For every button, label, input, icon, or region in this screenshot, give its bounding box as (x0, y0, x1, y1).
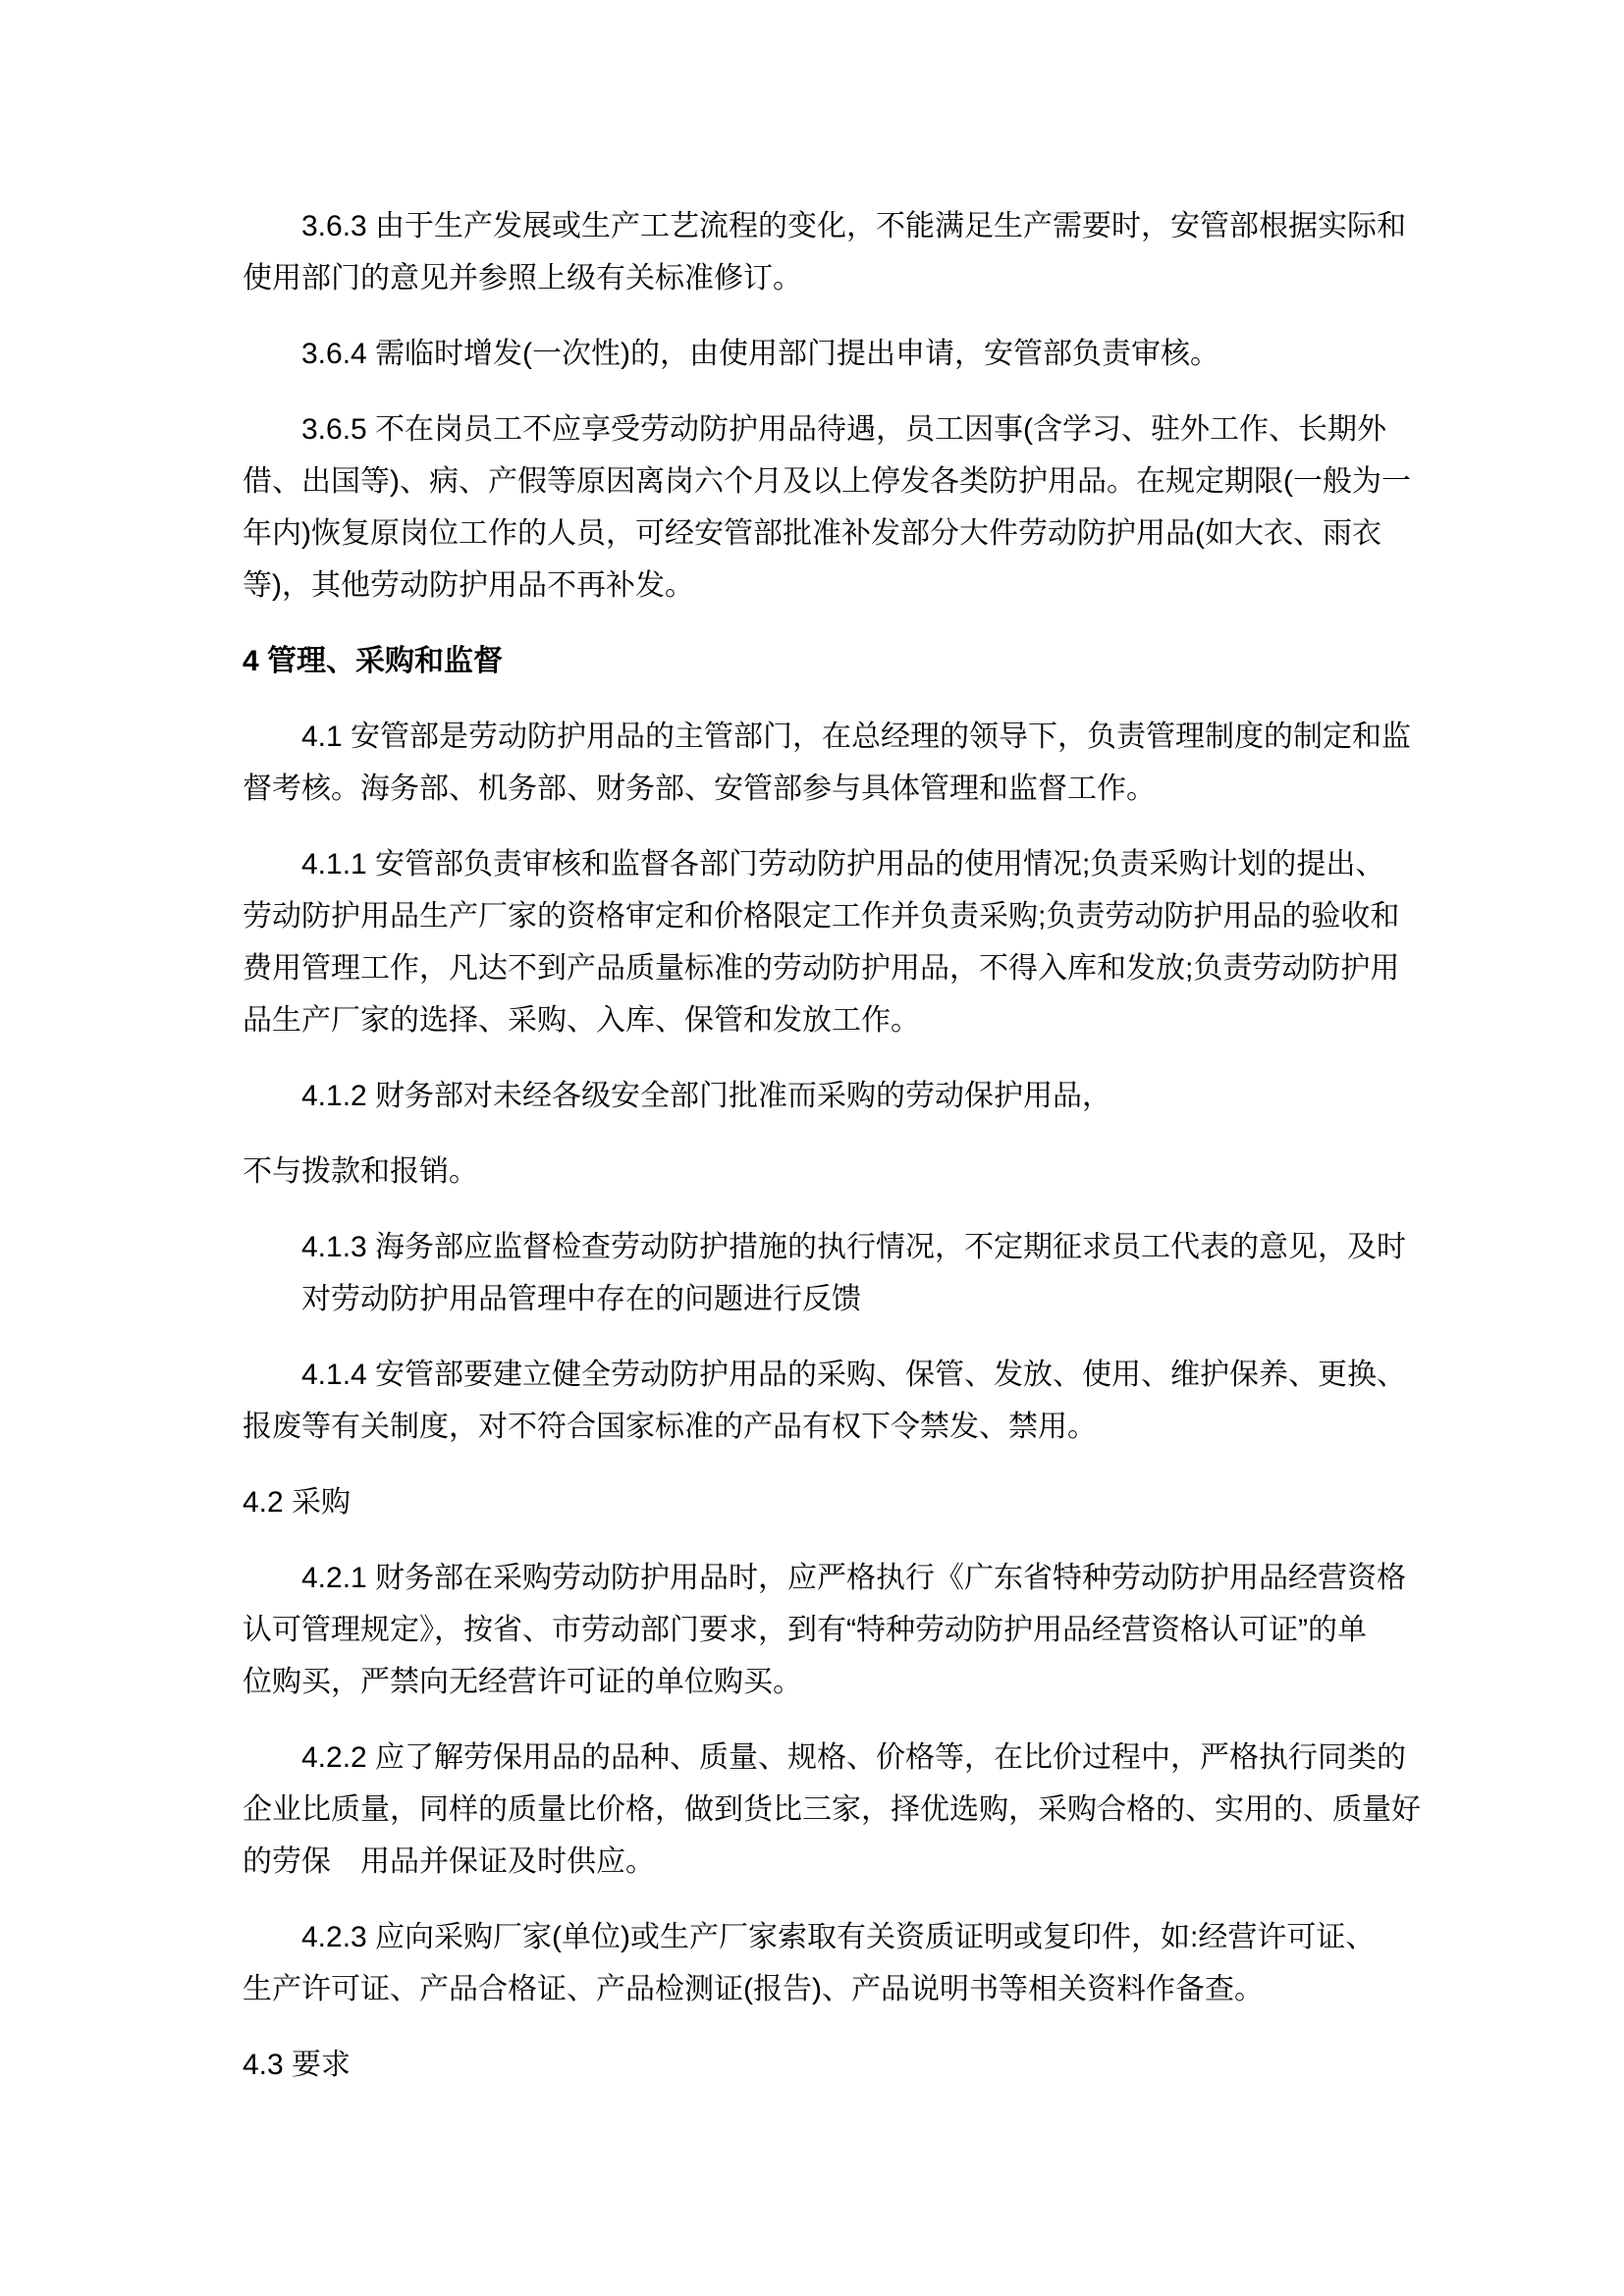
text-line: 4.2.2 应了解劳保用品的品种、质量、规格、价格等，在比价过程中，严格执行同类的 (301, 1741, 1407, 1774)
clause-4-2-2 (243, 1732, 1433, 1888)
text-line: 4.2 采购 (243, 1486, 352, 1519)
text-line: 4.1.1 安管部负责审核和监督各部门劳动防护用品的使用情况;负责采购计划的提出、 (301, 848, 1385, 881)
clause-4-1-1 (243, 838, 1433, 1046)
clause-4-1-3 (243, 1221, 1433, 1325)
text-line: 3.6.4 需临时增发(一次性)的，由使用部门提出申请，安管部负责审核。 (301, 338, 1220, 370)
text-line: 对劳动防护用品管理中存在的问题进行反馈 (301, 1283, 861, 1315)
text-line: 4.1.4 安管部要建立健全劳动防护用品的采购、保管、发放、使用、维护保养、更换、 (301, 1359, 1407, 1391)
clause-4-1-2 (243, 1070, 1433, 1122)
text-line: 报废等有关制度，对不符合国家标准的产品有权下令禁发、禁用。 (243, 1411, 1097, 1443)
clause-4-3 (243, 2039, 1433, 2091)
clause-3-6-3 (243, 200, 1433, 304)
text-line: 4.3 要求 (243, 2049, 352, 2081)
clause-4-1-4 (243, 1349, 1433, 1453)
text-line: 等)，其他劳动防护用品不再补发。 (243, 569, 694, 602)
text-line: 的劳保 用品并保证及时供应。 (243, 1845, 655, 1878)
document-body (243, 200, 1433, 2114)
text-line: 费用管理工作，凡达不到产品质量标准的劳动防护用品，不得入库和发放;负责劳动防护用 (243, 952, 1400, 985)
text-line: 督考核。海务部、机务部、财务部、安管部参与具体管理和监督工作。 (243, 773, 1156, 805)
heading-4 (243, 635, 1433, 687)
text-line: 劳动防护用品生产厂家的资格审定和价格限定工作并负责采购;负责劳动防护用品的验收和 (243, 900, 1400, 933)
text-line: 4.2.3 应向采购厂家(单位)或生产厂家索取有关资质证明或复印件，如:经营许可证、 (301, 1921, 1376, 1953)
clause-4-2-1 (243, 1552, 1433, 1708)
text-line: 4 管理、采购和监督 (243, 645, 504, 677)
text-line: 4.2.1 财务部在采购劳动防护用品时，应严格执行《广东省特种劳动防护用品经营资格 (301, 1562, 1407, 1594)
text-line: 生产许可证、产品合格证、产品检测证(报告)、产品说明书等相关资料作备查。 (243, 1973, 1264, 2005)
clause-4-1 (243, 711, 1433, 815)
text-line: 3.6.3 由于生产发展或生产工艺流程的变化，不能满足生产需要时，安管部根据实际和 (301, 210, 1407, 242)
text-line: 使用部门的意见并参照上级有关标准修订。 (243, 262, 802, 294)
text-line: 4.1.2 财务部对未经各级安全部门批准而采购的劳动保护用品， (301, 1080, 1112, 1112)
text-line: 4.1.3 海务部应监督检查劳动防护措施的执行情况，不定期征求员工代表的意见，及时 (301, 1231, 1407, 1263)
clause-3-6-5 (243, 403, 1433, 612)
text-line: 企业比质量，同样的质量比价格，做到货比三家，择优选购，采购合格的、实用的、质量好 (243, 1793, 1421, 1826)
text-line: 借、出国等)、病、产假等原因离岗六个月及以上停发各类防护用品。在规定期限(一般为一 (243, 465, 1411, 498)
text-line: 品生产厂家的选择、采购、入库、保管和发放工作。 (243, 1004, 920, 1037)
text-line: 3.6.5 不在岗员工不应享受劳动防护用品待遇，员工因事(含学习、驻外工作、长期外 (301, 413, 1387, 446)
clause-3-6-4 (243, 328, 1433, 380)
text-line: 不与拨款和报销。 (243, 1155, 478, 1188)
clause-4-2-3 (243, 1911, 1433, 2015)
text-line: 位购买，严禁向无经营许可证的单位购买。 (243, 1666, 802, 1698)
clause-4-2 (243, 1476, 1433, 1528)
text-line: 认可管理规定》，按省、市劳动部门要求，到有“特种劳动防护用品经营资格认可证”的单 (243, 1614, 1367, 1646)
text-line: 4.1 安管部是劳动防护用品的主管部门，在总经理的领导下，负责管理制度的制定和监 (301, 721, 1412, 753)
text-line: 年内)恢复原岗位工作的人员，可经安管部批准补发部分大件劳动防护用品(如大衣、雨衣 (243, 517, 1381, 550)
clause-4-1-2-continuation (243, 1146, 1433, 1198)
